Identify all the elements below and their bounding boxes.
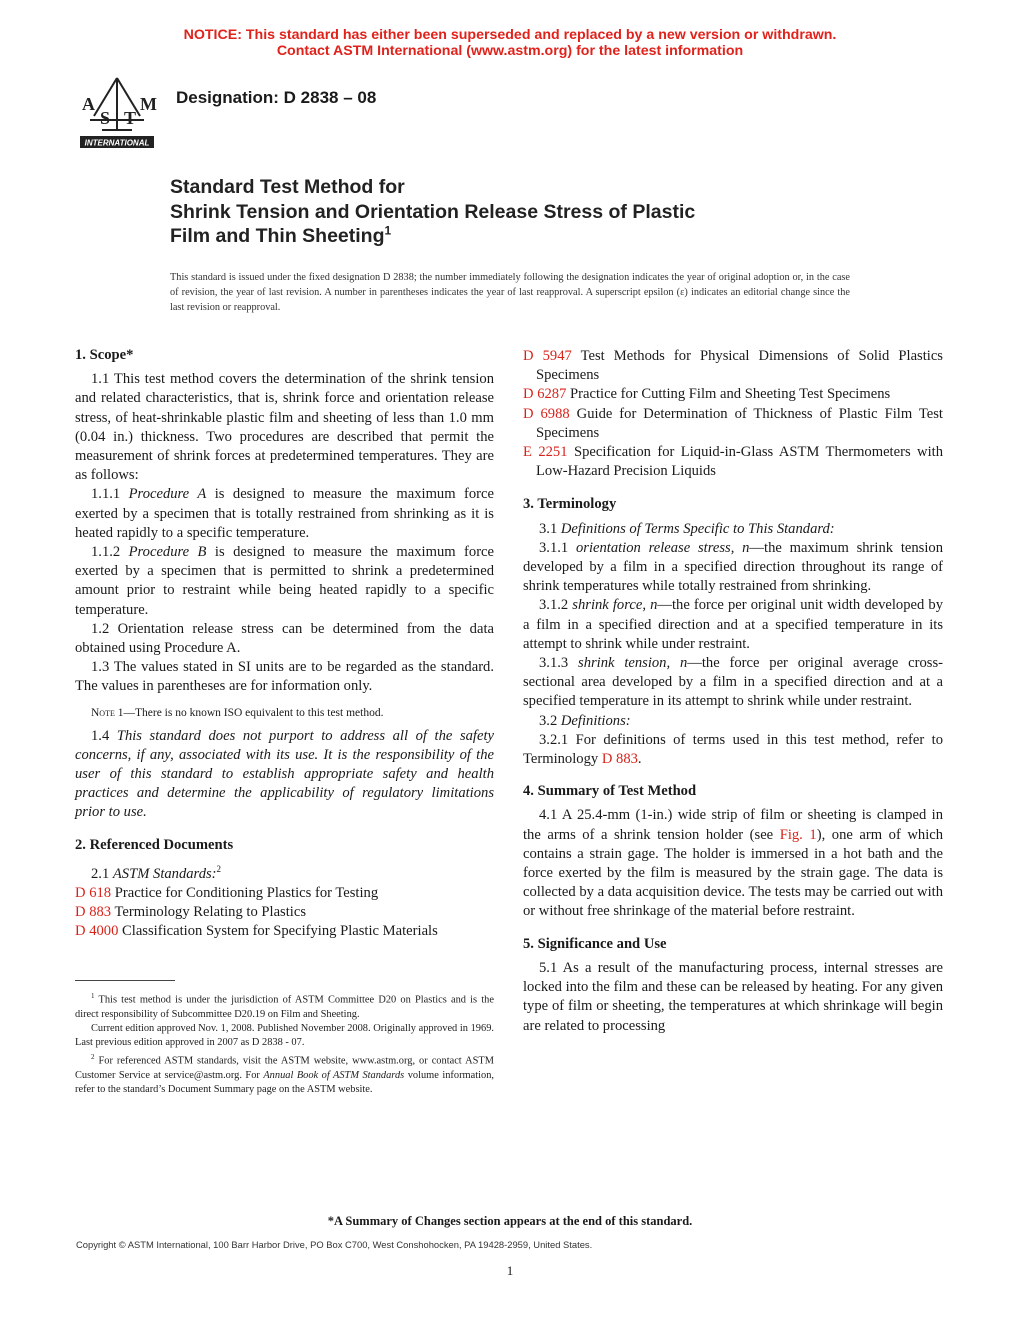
para-1-2: 1.2 Orientation release stress can be determined from the data obtained using Procedure A. bbox=[75, 620, 494, 657]
designation: Designation: D 2838 – 08 bbox=[176, 88, 377, 107]
title-line2: Shrink Tension and Orientation Release Stress of Plastic bbox=[170, 200, 696, 223]
ref-link-e2251[interactable]: E 2251 bbox=[523, 444, 568, 461]
summary-heading: 4. Summary of Test Method bbox=[523, 783, 697, 800]
para-1-4: 1.4 This standard does not purport to address all of the safety concerns, if any, associated with its use. It is the responsibility of the user of this standard to establish appropriate safety and health practices and determine the applicability of regulatory limitations prior to use. bbox=[75, 727, 494, 821]
ref-d6287: D 6287 Practice for Cutting Film and Sheeting Test Specimens bbox=[523, 386, 891, 403]
withdrawn-notice-line2: Contact ASTM International (www.astm.org) for the latest information bbox=[276, 43, 744, 59]
para-2-1: 2.1 ASTM Standards:$^2$ bbox=[91, 863, 222, 882]
ref-d618: D 618 Practice for Conditioning Plastics for Testing bbox=[75, 884, 379, 901]
ref-link-d4000[interactable]: D 4000 bbox=[75, 923, 119, 940]
ref-d4000: D 4000 Classification System for Specifying Plastic Materials bbox=[75, 923, 438, 940]
svg-text:A: A bbox=[82, 94, 95, 114]
significance-heading: 5. Significance and Use bbox=[523, 935, 667, 952]
svg-text:T: T bbox=[124, 108, 137, 128]
ref-link-d6988[interactable]: D 6988 bbox=[523, 405, 570, 422]
fig-1-link[interactable]: Fig. 1 bbox=[779, 826, 817, 843]
ref-e2251: E 2251 Specification for Liquid-in-Glass ASTM Thermometers with Low-Hazard Precision Liquids bbox=[523, 444, 943, 480]
footnote-1-edition: Current edition approved Nov. 1, 2008. Published November 2008. Originally approved in 1969. Last previous edition approved in 2007 as D 2838 - 07. bbox=[75, 1022, 494, 1049]
logo-subtitle: INTERNATIONAL bbox=[84, 138, 150, 148]
ref-link-d883[interactable]: D 883 bbox=[75, 904, 112, 921]
ref-d5947: D 5947 Test Methods for Physical Dimensions of Solid Plastics Specimens bbox=[523, 348, 943, 384]
para-5-1: 5.1 As a result of the manufacturing process, internal stresses are locked into the film and these can be released by heating. For any given type of film or sheeting, the temperatures at which shrinkage will begin are related to processing bbox=[523, 959, 943, 1034]
ref-link-d883-terminology[interactable]: D 883 bbox=[601, 751, 638, 768]
title-line1: Standard Test Method for bbox=[170, 176, 405, 198]
page-number: 1 bbox=[506, 1263, 514, 1278]
para-3-2: 3.2 Definitions: bbox=[539, 712, 631, 729]
footnote-2: $^2$ For referenced ASTM standards, visit the ASTM website, www.astm.org, or contact ASTM Customer Service at service@astm.org. For Annual Book of ASTM Standards volume information, refer to the standard’s Document Summary page on the ASTM website. bbox=[75, 1053, 494, 1096]
astm-logo bbox=[72, 72, 162, 154]
para-3-2-1: 3.2.1 For definitions of terms used in this test method, refer to Terminology D 883. bbox=[523, 731, 943, 768]
withdrawn-notice-line1: NOTICE: This standard has either been superseded and replaced by a new version or withdrawn. bbox=[183, 27, 837, 43]
para-3-1: 3.1 Definitions of Terms Specific to This Standard: bbox=[539, 520, 835, 537]
issued-note: This standard is issued under the fixed designation D 2838; the number immediately following the designation indicates the year of original adoption or, in the case of revision, the year of last revision. A number in parentheses indicates the year of last reapproval. A superscript epsilon (ε) indicates an editorial change since the last revision or reapproval. bbox=[170, 272, 850, 314]
svg-text:S: S bbox=[100, 108, 111, 128]
right-column bbox=[523, 347, 943, 1036]
ref-d883: D 883 Terminology Relating to Plastics bbox=[75, 904, 306, 921]
footnote-rule bbox=[75, 980, 175, 981]
scope-heading: 1. Scope* bbox=[75, 347, 134, 363]
left-column bbox=[75, 346, 494, 942]
para-1-1: 1.1 This test method covers the determination of the shrink tension and related characteristics, that is, shrink force and orientation release stress, of heat-shrinkable plastic film and sheeting of less than 1.0 mm (0.04 in.) thickness. Two procedures are described that permit the measurement of shrink forces at predetermined temperatures. They are as follows: bbox=[75, 371, 494, 484]
para-3-1-2: 3.1.2 shrink force, n—the force per original unit width developed by a film in a specified direction and at a specified temperature in its attempt to shrink while under restraint. bbox=[523, 597, 943, 652]
ref-link-d5947[interactable]: D 5947 bbox=[523, 348, 572, 364]
footnote-1: $^1$ This test method is under the jurisdiction of ASTM Committee D20 on Plastics and is the direct responsibility of Subcommittee D20.19 on Film and Sheeting. bbox=[75, 992, 494, 1020]
para-1-1-1: 1.1.1 Procedure A is designed to measure the maximum force exerted by a specimen that is totally restrained from shrinking as it is heated rapidly to a specific temperature. bbox=[75, 486, 494, 541]
document-title bbox=[170, 175, 695, 249]
note-1: Note 1—There is no known ISO equivalent to this test method. bbox=[91, 706, 384, 719]
title-footnote-mark: 1 bbox=[384, 223, 392, 238]
para-1-1-2: 1.1.2 Procedure B is designed to measure the maximum force exerted by a specimen that is permitted to shrink a predetermined amount prior to restraint while being heated rapidly to a specific temperature. bbox=[75, 544, 495, 618]
svg-text:M: M bbox=[140, 94, 157, 114]
para-3-1-3: 3.1.3 shrink tension, n—the force per original average cross-sectional area developed by a film in a specified direction and at a specified temperature in its attempt to shrink while under restraint. bbox=[523, 655, 943, 710]
para-4-1: 4.1 A 25.4-mm (1-in.) wide strip of film or sheeting is clamped in the arms of a shrink tension holder (see Fig. 1), one arm of which contains a strain gage. The holder is immersed in a hot bath and the force exerted by the film is measured by the strain gage. The data is collected by a data acquisition device. The tests may be carried out with or without free shrinkage of the material before restraint. bbox=[523, 807, 944, 920]
ref-d6988: D 6988 Guide for Determination of Thickness of Plastic Film Test Specimens bbox=[523, 405, 943, 441]
para-3-1-1: 3.1.1 orientation release stress, n—the maximum shrink tension developed by a film in a specified direction throughout its range of shrink temperatures while totally restrained from shrinking. bbox=[523, 539, 943, 595]
terminology-heading: 3. Terminology bbox=[523, 496, 617, 513]
ref-link-d618[interactable]: D 618 bbox=[75, 884, 112, 901]
copyright: Copyright © ASTM International, 100 Barr Harbor Drive, PO Box C700, West Conshohocken, PA 19428-2959, United States. bbox=[76, 1239, 593, 1250]
para-1-3: 1.3 The values stated in SI units are to be regarded as the standard. The values in parentheses are for information only. bbox=[75, 659, 494, 695]
summary-of-changes-note: *A Summary of Changes section appears at the end of this standard. bbox=[327, 1214, 693, 1228]
footnotes bbox=[75, 989, 494, 1097]
title-line3: Film and Thin Sheeting$^1$ bbox=[170, 223, 392, 247]
referenced-documents-heading: 2. Referenced Documents bbox=[75, 836, 234, 853]
ref-link-d6287[interactable]: D 6287 bbox=[523, 386, 567, 403]
